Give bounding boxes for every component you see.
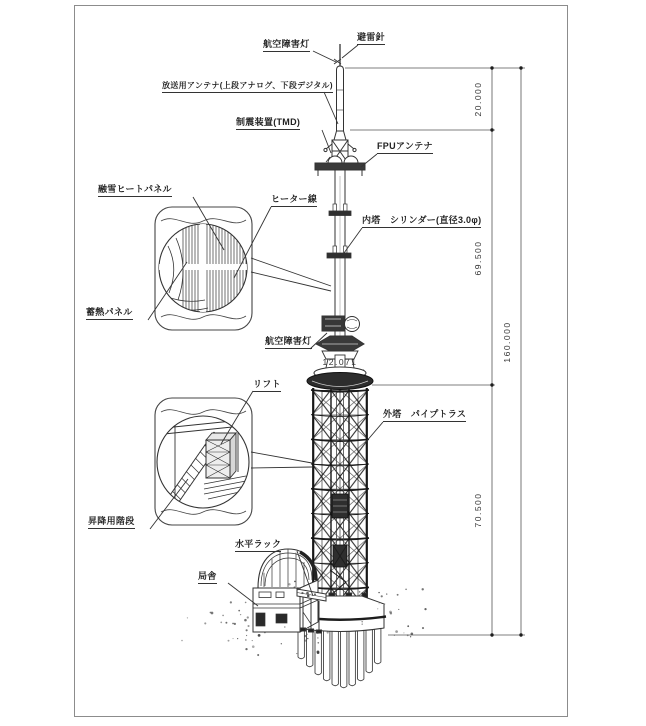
label-heater-wire: ヒーター線 [271,194,317,207]
label-stairs: 昇降用階段 [88,516,135,529]
label-broadcast-antenna: 放送用アンテナ(上段アナログ、下段デジタル) [162,80,333,93]
lightning-rod [334,44,341,66]
label-horizontal-rack: 水平ラック [235,539,281,552]
detail-inset-heat-panel [155,207,331,330]
dimension-top-width: 12.071 [322,357,358,367]
label-tmd-damper: 制震装置(TMD) [236,117,300,130]
label-snow-melt-panel: 融雪ヒートパネル [98,184,172,197]
label-inner-tower-cylinder: 内塔 シリンダー(直径3.0φ) [362,215,481,228]
label-outer-truss: 外塔 パイプトラス [383,409,466,422]
label-lift: リフト [253,379,281,392]
label-fpu-antenna: FPUアンテナ [377,141,433,154]
dimension-lower-section: 70.500 [473,492,483,528]
label-aviation-light-mid: 航空障害灯 [265,336,312,349]
dimension-middle-section: 69.500 [473,240,483,276]
dimension-total-height: 160.000 [502,321,512,363]
label-lightning-rod: 避雷針 [357,32,385,45]
detail-inset-lift [155,398,312,525]
broadcast-antenna-mast [334,66,346,140]
label-station-building: 局舎 [198,571,217,584]
label-aviation-light-top: 航空障害灯 [263,39,310,52]
foundation-piles [298,629,381,688]
dimension-top-section: 20.000 [473,81,483,117]
label-heat-storage-panel: 蓄熱パネル [86,307,133,320]
